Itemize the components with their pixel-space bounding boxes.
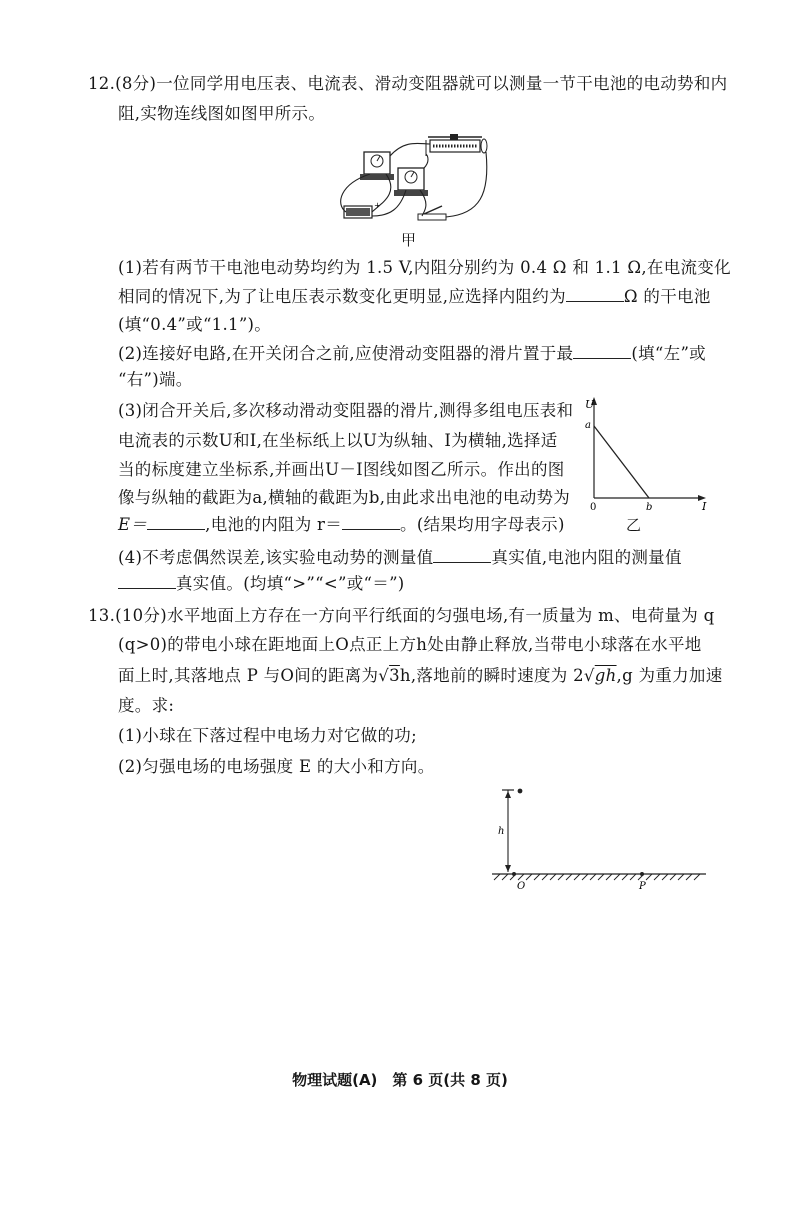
arrow-down-icon — [505, 865, 511, 872]
graph-label-b: b — [646, 502, 653, 513]
q13-line3 — [118, 664, 723, 688]
label-h: h — [498, 826, 505, 837]
q12-p4-line2 — [118, 572, 405, 596]
graph-label-u: U — [585, 398, 595, 411]
label-p: P — [639, 881, 646, 892]
q12-p4-line1 — [118, 546, 682, 570]
q13-sub1: (1)小球在下落过程中电场力对它做的功; — [118, 726, 417, 745]
sqrt-sign-icon: √ — [378, 666, 390, 685]
ground-hatching — [494, 874, 700, 880]
q12-p3-line4: 像与纵轴的截距为a,横轴的截距为b,由此求出电池的电动势为 — [118, 488, 571, 507]
rheostat-icon — [426, 134, 487, 156]
point-p-icon — [640, 872, 644, 876]
page-footer: 物理试题(A) 第 6 页(共 8 页) — [292, 1071, 508, 1089]
svg-text:+: + — [374, 201, 381, 210]
q13-number: 13. — [88, 606, 116, 625]
q12-stem-line2: 阻,实物连线图如图甲所示。 — [118, 104, 326, 123]
q12-p1-line1: (1)若有两节干电池电动势均约为 1.5 V,内阻分别约为 0.4 Ω 和 1.1 Ω,在电流变化 — [118, 258, 731, 277]
q12-p2-hint: (填“左”或 — [631, 344, 706, 363]
ui-line — [594, 426, 649, 498]
ball-icon — [518, 789, 523, 794]
emf-label: E＝ — [118, 515, 148, 534]
q13-sub2: (2)匀强电场的电场强度 E 的大小和方向。 — [118, 757, 435, 776]
answer-blank-emf[interactable] — [147, 513, 205, 530]
q12-p2-line2: “右”)端。 — [118, 370, 193, 389]
graph-label-origin: 0 — [590, 502, 597, 513]
q12-p2-text: (2)连接好电路,在开关闭合之前,应使滑动变阻器的滑片置于最 — [118, 344, 574, 363]
graph-label-a: a — [585, 420, 591, 431]
q12-p3-note: 。(结果均用字母表示) — [400, 515, 565, 534]
q13-line3-text2: h,落地前的瞬时速度为 2 — [399, 666, 584, 685]
q12-stem-text: 一位同学用电压表、电流表、滑动变阻器就可以测量一节干电池的电动势和内 — [156, 74, 728, 93]
answer-blank-resistance-compare[interactable] — [118, 572, 176, 589]
sqrt-sign-icon: √ — [583, 666, 595, 685]
figure-jia-circuit — [330, 134, 500, 230]
q12-p3-line3: 当的标度建立坐标系,并画出U－I图线如图乙所示。作出的图 — [118, 460, 565, 479]
q13-line3-text: 面上时,其落地点 P 与O间的距离为 — [118, 666, 379, 685]
q12-p4-hint: 真实值。(均填“>”“<”或“＝”) — [176, 574, 405, 593]
switch-icon — [418, 206, 446, 220]
q12-p3-line5 — [118, 513, 565, 537]
q12-p2-line1 — [118, 342, 706, 366]
figure-yi-ui-graph — [582, 396, 712, 514]
resistance-label: ,电池的内阻为 r＝ — [205, 515, 343, 534]
q13-line4: 度。求: — [118, 696, 175, 715]
q12-p1-line2-text: 相同的情况下,为了让电压表示数变化更明显,应选择内阻约为 — [118, 287, 566, 306]
graph-label-i: I — [702, 500, 707, 513]
q12-p3-line1: (3)闭合开关后,多次移动滑动变阻器的滑片,测得多组电压表和 — [118, 401, 574, 420]
q12-p1-line2 — [118, 285, 711, 309]
label-o: O — [517, 881, 526, 892]
arrow-up-icon — [505, 791, 511, 798]
q13-line3-text3: ,g 为重力加速 — [616, 666, 723, 685]
answer-blank-resistance[interactable] — [566, 285, 624, 302]
point-o-icon — [512, 872, 516, 876]
q13-stem-text: 水平地面上方存在一方向平行纸面的匀强电场,有一质量为 m、电荷量为 q — [167, 606, 715, 625]
sqrt-3: 3 — [389, 666, 400, 685]
q12-stem-line1 — [88, 72, 727, 96]
q13-score: (10分) — [115, 606, 168, 625]
q12-number: 12. — [88, 74, 116, 93]
q12-score: (8分) — [115, 74, 157, 93]
answer-blank-internal-resistance[interactable] — [342, 513, 400, 530]
q12-p4-text2: 真实值,电池内阻的测量值 — [491, 548, 682, 567]
answer-blank-slider-end[interactable] — [573, 342, 631, 359]
ammeter-icon — [394, 168, 428, 196]
figure-yi-caption: 乙 — [626, 516, 642, 534]
sqrt-gh: gh — [594, 666, 617, 685]
q13-line2: (q>0)的带电小球在距地面上O点正上方h处由静止释放,当带电小球落在水平地 — [118, 635, 702, 654]
figure-jia-caption: 甲 — [401, 231, 417, 249]
figure-q13-drop — [486, 782, 712, 892]
q12-p1-unit: Ω 的干电池 — [623, 287, 711, 306]
q13-line1 — [88, 604, 714, 628]
q12-p1-line3: (填“0.4”或“1.1”)。 — [118, 315, 272, 334]
answer-blank-emf-compare[interactable] — [433, 546, 491, 563]
q12-p4-text: (4)不考虑偶然误差,该实验电动势的测量值 — [118, 548, 434, 567]
q12-p3-line2: 电流表的示数U和I,在坐标纸上以U为纵轴、I为横轴,选择适 — [118, 431, 558, 450]
